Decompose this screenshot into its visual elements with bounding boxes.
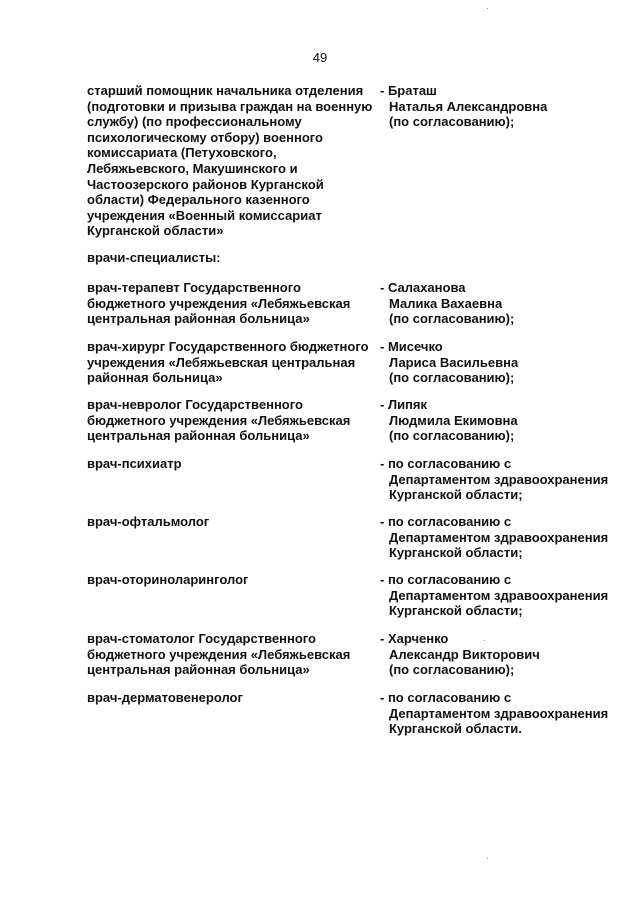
entry-person <box>380 397 620 444</box>
entry-person-line: - Харченко <box>380 631 449 646</box>
entry-person-line: - Браташ <box>380 83 437 98</box>
entry-position: старший помощник начальника отделения (подготовки и призыва граждан на военную службу) (по профессиональному психологическому отбору) военного комиссариата (Петуховского, Лебяжьевского, Макушинского и Частоозерского районов Курганской области) Федерального казенного учреждения «Военный комиссариат Курганской области» <box>87 83 373 239</box>
entry-person <box>380 572 620 619</box>
entry-person <box>380 631 620 678</box>
entry-person-line: Лариса Васильевна <box>389 354 519 370</box>
entry-position: врач-дерматовенеролог <box>87 690 243 705</box>
entry-person-line: (по согласованию); <box>389 428 515 444</box>
entry-person-line: Александр Викторович <box>389 646 540 662</box>
entry-person <box>380 690 620 737</box>
entry-person-line: Людмила Екимовна <box>389 412 518 428</box>
entry-position: врач-офтальмолог <box>87 514 210 529</box>
entry-person <box>380 280 620 327</box>
entry-person-line: Курганской области; <box>389 603 523 619</box>
entry-person-line: (по согласованию); <box>389 370 515 386</box>
entry-position: врач-стоматолог Государственного бюджетного учреждения «Лебяжьевская центральная районная больница» <box>87 631 351 678</box>
entry-person <box>380 83 620 130</box>
entry-person-line: - по согласованию с <box>380 572 512 587</box>
entry-person <box>380 456 620 503</box>
entry-person-line: Курганской области; <box>389 545 523 561</box>
entry-person-line: - Мисечко <box>380 339 443 354</box>
entry-person <box>380 514 620 561</box>
entry-person-line: Курганской области; <box>389 487 523 503</box>
page-number: 49 <box>312 50 328 65</box>
entry-person-line: Департаментом здравоохранения <box>389 471 609 487</box>
entry-position: врач-невролог Государственного бюджетного учреждения «Лебяжьевская центральная районная больница» <box>87 397 351 444</box>
entry-position: врач-оториноларинголог <box>87 572 249 587</box>
entry-position: врач-терапевт Государственного бюджетного учреждения «Лебяжьевская центральная районная больница» <box>87 280 351 327</box>
entry-person <box>380 339 620 386</box>
entry-person-line: Наталья Александровна <box>389 98 548 114</box>
scan-speck <box>487 858 488 859</box>
entry-person-line: - по согласованию с <box>380 456 512 471</box>
entry-position: врач-хирург Государственного бюджетного учреждения «Лебяжьевская центральная районная больница» <box>87 339 369 386</box>
entry-person-line: Малика Вахаевна <box>389 295 503 311</box>
entry-person-line: (по согласованию); <box>389 662 515 678</box>
entry-person-line: Курганской области. <box>389 721 522 737</box>
entry-person-line: - по согласованию с <box>380 690 512 705</box>
entry-person-line: (по согласованию); <box>389 311 515 327</box>
section-label: врачи-специалисты: <box>87 250 221 265</box>
entry-person-line: Департаментом здравоохранения <box>389 705 609 721</box>
scan-speck <box>487 8 488 9</box>
entry-person-line: - по согласованию с <box>380 514 512 529</box>
entry-person-line: - Салаханова <box>380 280 466 295</box>
entry-person-line: Департаментом здравоохранения <box>389 587 609 603</box>
entry-person-line: Департаментом здравоохранения <box>389 529 609 545</box>
entry-position: врач-психиатр <box>87 456 182 471</box>
scan-speck <box>484 640 485 641</box>
entry-person-line: (по согласованию); <box>389 114 515 130</box>
entry-person-line: - Липяк <box>380 397 427 412</box>
